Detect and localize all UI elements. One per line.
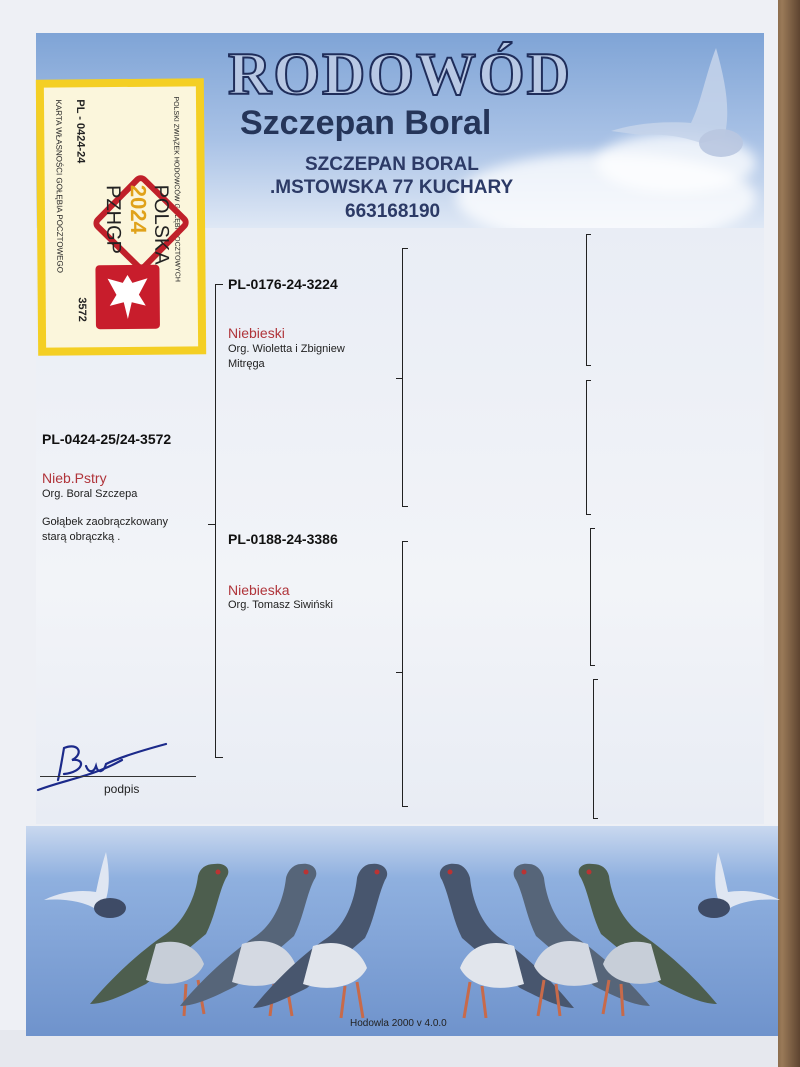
owner-name-upper: SZCZEPAN BORAL bbox=[305, 154, 479, 175]
sticker-association: POLSKI ZWIĄZEK HODOWCÓW GOŁĘBI POCZTOWYCH bbox=[171, 96, 181, 282]
sticker-ring-prefix: PL - 0424-24 bbox=[73, 99, 87, 164]
great-grandparent-bracket-tick bbox=[586, 380, 591, 381]
great-grandparent-bracket-tick bbox=[586, 365, 591, 366]
standing-pigeon-icon bbox=[571, 854, 721, 1019]
great-grandparent-bracket-tick bbox=[590, 665, 595, 666]
document-title: RODOWÓD bbox=[228, 41, 572, 107]
father-color: Niebieski bbox=[228, 325, 285, 341]
great-grandparent-bracket-line bbox=[586, 234, 587, 366]
grandparent-bracket-tick bbox=[402, 806, 408, 807]
grandparent-bracket-tick bbox=[396, 378, 402, 379]
sticker-org-short: PZHGP bbox=[101, 184, 125, 255]
grandparent-bracket-line bbox=[402, 248, 403, 507]
subject-note-line2: starą obrączką . bbox=[42, 531, 121, 543]
standing-pigeon-icon bbox=[251, 858, 401, 1023]
signature-label: podpis bbox=[104, 782, 140, 796]
owner-phone: 663168190 bbox=[345, 201, 441, 222]
parent-bracket-line bbox=[215, 284, 216, 758]
signature-line bbox=[40, 776, 196, 777]
great-grandparent-bracket-line bbox=[590, 528, 591, 666]
parent-bracket-tick bbox=[215, 284, 223, 285]
footer-pigeon-band bbox=[26, 826, 778, 1036]
subject-note-line1: Gołąbek zaobrączkowany bbox=[42, 516, 168, 528]
grandparent-bracket-tick bbox=[396, 672, 402, 673]
grandparent-bracket-tick bbox=[402, 506, 408, 507]
father-breeder-line1: Org. Wioletta i Zbigniew bbox=[228, 343, 345, 355]
polish-eagle-emblem-icon bbox=[95, 265, 160, 330]
great-grandparent-bracket-tick bbox=[586, 514, 591, 515]
grandparent-bracket-tick bbox=[402, 248, 408, 249]
sticker-country: POLSKA bbox=[149, 184, 173, 265]
great-grandparent-bracket-tick bbox=[586, 234, 591, 235]
sticker-card-title: KARTA WŁASNOŚCI GOŁĘBIA POCZTOWEGO bbox=[53, 99, 65, 273]
subject-ring-number: PL-0424-25/24-3572 bbox=[42, 431, 172, 447]
father-breeder-line2: Mitręga bbox=[228, 358, 265, 370]
parent-bracket-tick bbox=[208, 524, 216, 525]
father-ring-number: PL-0176-24-3224 bbox=[228, 276, 338, 292]
sticker-year: 2024 bbox=[125, 184, 152, 234]
subject-breeder: Org. Boral Szczepa bbox=[42, 488, 138, 500]
mother-ring-number: PL-0188-24-3386 bbox=[228, 531, 338, 547]
great-grandparent-bracket-line bbox=[586, 380, 587, 515]
mother-breeder: Org. Tomasz Siwiński bbox=[228, 599, 333, 611]
great-grandparent-bracket-tick bbox=[593, 818, 598, 819]
subject-color: Nieb.Pstry bbox=[42, 470, 107, 486]
software-version: Hodowla 2000 v 4.0.0 bbox=[350, 1018, 447, 1029]
owner-address: .MSTOWSKA 77 KUCHARY bbox=[270, 177, 514, 198]
sticker-ring-number: 3572 bbox=[75, 297, 88, 322]
mother-color: Niebieska bbox=[228, 582, 290, 598]
ownership-card-sticker bbox=[36, 78, 206, 355]
parent-bracket-tick bbox=[215, 757, 223, 758]
great-grandparent-bracket-tick bbox=[593, 679, 598, 680]
grandparent-bracket-line bbox=[402, 541, 403, 807]
great-grandparent-bracket-tick bbox=[590, 528, 595, 529]
grandparent-bracket-tick bbox=[402, 541, 408, 542]
owner-name: Szczepan Boral bbox=[240, 104, 492, 142]
flying-pigeon-icon bbox=[606, 43, 756, 173]
great-grandparent-bracket-line bbox=[593, 679, 594, 819]
